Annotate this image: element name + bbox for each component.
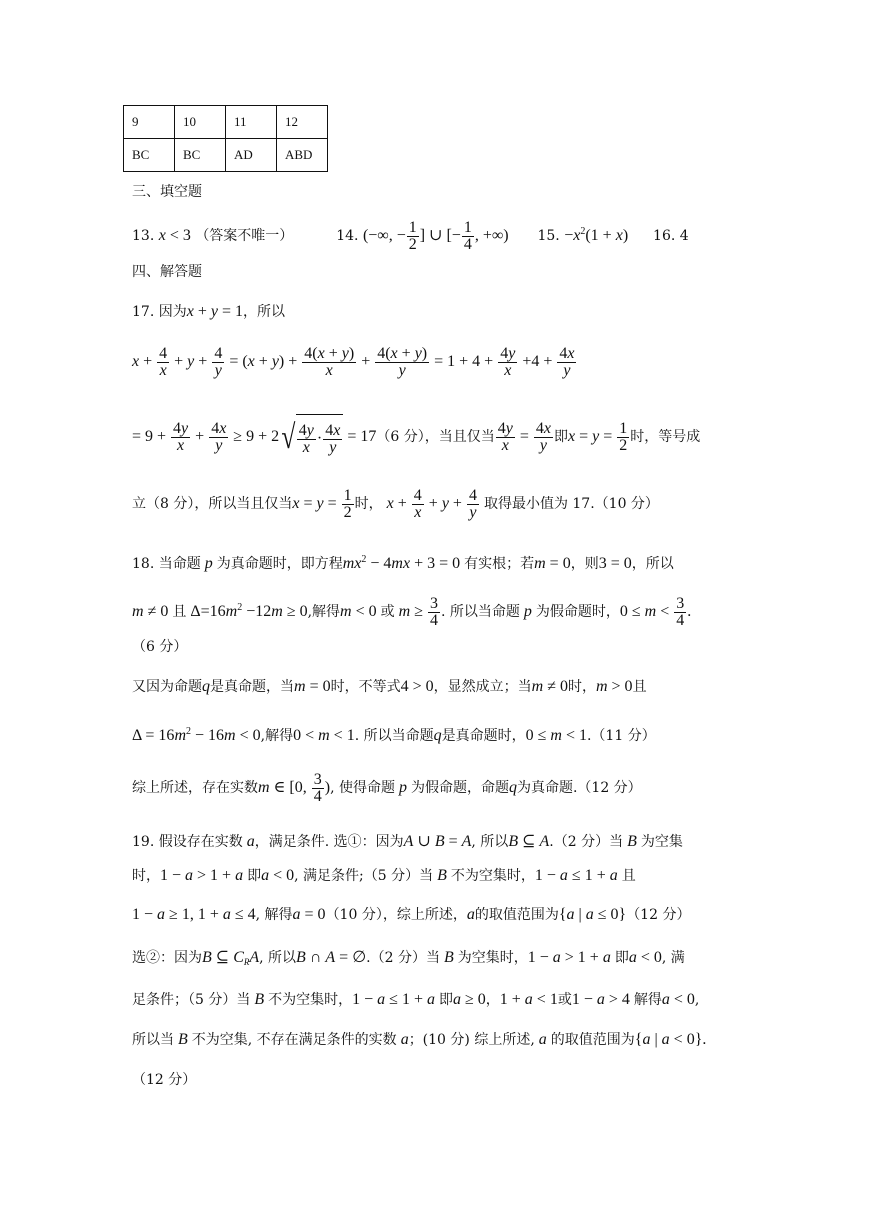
q14-label: 14. (336, 228, 359, 245)
fill-blank-answers: 13. x < 3 （答案不唯一） 14. (−∞, − $\frac{1}{2}$ ] ∪ [− $\frac{1}{4}$ , +∞) 15. $-x^2(1 + x)$ 16. 4 (132, 219, 689, 253)
section-title: 三、填空题 (132, 184, 202, 200)
q18-conclusion: 综上所述，存在实数m ∈ [0, $\frac{3}{4}$ ), 使得命题 p 为假命题，命题q为真命题.（12 分） (132, 770, 642, 805)
q15-label: 15. (537, 228, 560, 245)
q17-intro: 17. 因为x + y = 1，所以 (132, 303, 285, 320)
table-cell: ABD (277, 139, 328, 172)
q18-line-2: m ≠ 0 且 $\Delta=16m^2 -12m \ge 0$,解得m < 0 或 m ≥ $\frac{3}{4}$ . 所以当命题 p 为假命题时，0 ≤ m < $\frac{3}{4}$ . (132, 594, 692, 629)
answer-table (123, 105, 328, 172)
table-row (124, 139, 328, 172)
table-cell: AD (226, 139, 277, 172)
q13-label: 13. (132, 228, 155, 245)
q19-score-12: （12 分） (132, 1072, 197, 1088)
q18-line-1: 18. 当命题 p 为真命题时，即方程$mx^2 - 4mx + 3 = 0$ 有实根；若m = 0，则3 = 0，所以 (132, 554, 674, 572)
q16-answer: 16. 4 (653, 228, 689, 245)
q13-note: （答案不唯一） (195, 228, 294, 245)
table-cell: 12 (277, 106, 328, 139)
q19-line-4: 选②：因为B ⊆ $C_RA$, 所以B ∩ A = ∅.（2 分）当 B 为空集时，1 − a > 1 + a 即a < 0, 满 (132, 949, 685, 967)
q18-score-6: （6 分） (132, 639, 188, 655)
q19-line-2: 时，1 − a > 1 + a 即a < 0, 满足条件;（5 分）当 B 不为空集时，1 − a ≤ 1 + a 且 (132, 867, 636, 884)
table-cell: 9 (124, 106, 175, 139)
q17-conclusion: 立（8 分），所以当且仅当x = y = $\frac{1}{2}$ 时， x + $\frac{4}{x}$ + y + $\frac{4}{y}$ 取得最小值为 17.（10 分） (132, 486, 659, 521)
q17-equation-1: x + $\frac{4}{x}$ + y + $\frac{4}{y}$ = (x + y) + $\frac{4(x + y)}{x}$ + $\frac{4(x + y)}{y}$ = 1 + 4 + $\frac{4y}{x}$ +4 + $\frac{4x}{y}$ (132, 344, 575, 379)
table-cell: 10 (175, 106, 226, 139)
table-cell: 11 (226, 106, 277, 139)
table-cell: BC (175, 139, 226, 172)
q18-line-5: $\Delta = 16m^2 - 16m < 0$,解得0 < m < 1. 所以当命题q是真命题时，0 ≤ m < 1.（11 分） (132, 726, 656, 744)
q17-equation-2: = 9 + $\frac{4y}{x}$ + $\frac{4x}{y}$ ≥ 9 + 2 √ 4y x · 4x y = 17（6 分），当且仅当 $\frac{4y}{x}$ = $\frac{4x}{y}$ 即x = y = $\frac{1}{2}$ 时，等号成 (132, 414, 700, 461)
q19-line-1: 19. 假设存在实数 a，满足条件. 选①：因为A ∪ B = A, 所以B ⊆ A.（2 分）当 B 为空集 (132, 833, 683, 850)
table-row (124, 106, 328, 139)
q19-line-3: 1 − a ≥ 1, 1 + a ≤ 4, 解得a = 0（10 分），综上所述，a的取值范围为{a | a ≤ 0}（12 分） (132, 906, 691, 923)
q18-line-4: 又因为命题q是真命题，当m = 0时，不等式4 > 0，显然成立；当m ≠ 0时，m > 0且 (132, 678, 647, 695)
section-title: 四、解答题 (132, 264, 202, 280)
q19-line-6: 所以当 B 不为空集, 不存在满足条件的实数 a；(10 分) 综上所述, a 的取值范围为{a | a < 0}. (132, 1031, 707, 1048)
q19-line-5: 足条件；（5 分）当 B 不为空集时，1 − a ≤ 1 + a 即a ≥ 0，1 + a < 1或1 − a > 4 解得a < 0, (132, 991, 700, 1008)
table-cell: BC (124, 139, 175, 172)
